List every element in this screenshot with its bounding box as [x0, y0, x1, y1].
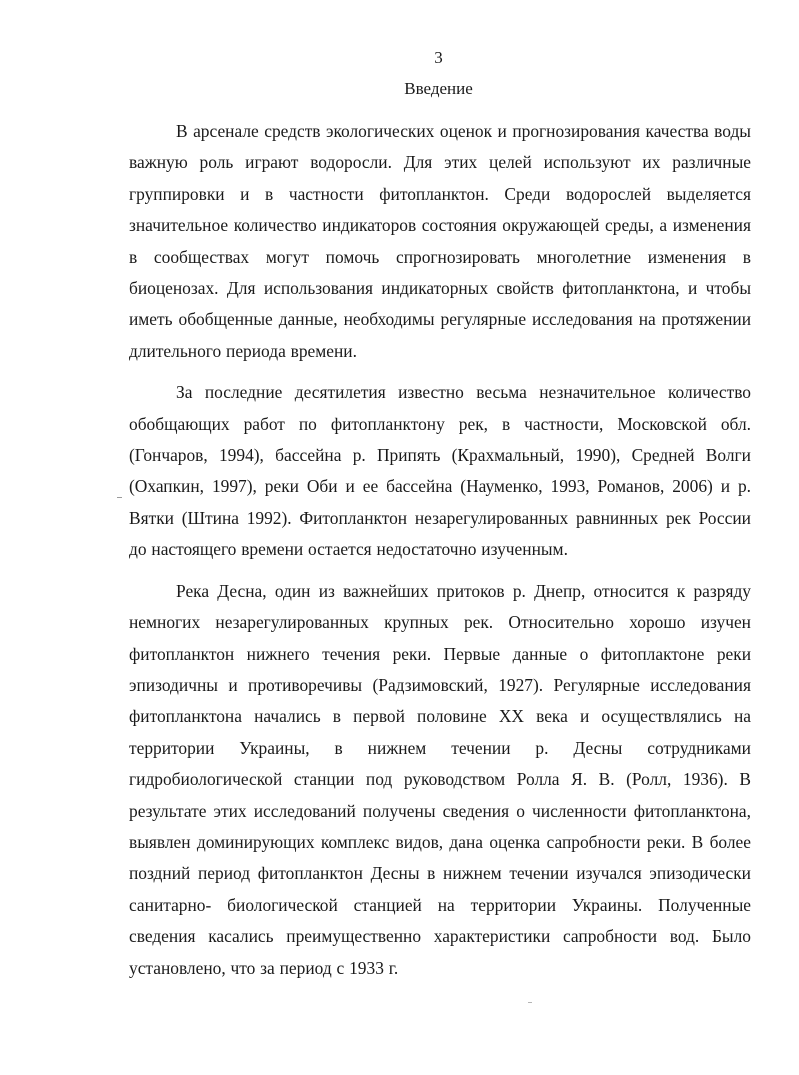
paragraph-3: Река Десна, один из важнейших притоков р. Днепр, относится к разряду немногих незарегулированных крупных рек. Относительно хорошо изучен фитопланктон нижнего течения реки. Первые данные о фитоплактоне реки эпизодичны и противоречивы (Радзимовский, 1927). Регулярные исследования фитопланктона начались в первой половине XX века и осуществлялись на территории Украины, в нижнем течении р. Десны сотрудниками гидробиологической станции под руководством Ролла Я. В. (Ролл, 1936). В результате этих исследований получены сведения о численности фитопланктона, выявлен доминирующих комплекс видов, дана оценка сапробности реки. В более поздний период фитопланктон Десны в нижнем течении изучался эпизодически санитарно- биологической станцией на территории Украины. Полученные сведения касались преимущественно характеристики сапробности вод. Было установлено, что за период с 1933 г. [129, 580, 751, 978]
paragraph-2: За последние десятилетия известно весьма незначительное количество обобщающих работ по фитопланктону рек, в частности, Московской обл. (Гончаров, 1994), бассейна р. Припять (Крахмальный, 1990), Средней Волги (Охапкин, 1997), реки Оби и ее бассейна (Науменко, 1993, Романов, 2006) и р. Вятки (Штина 1992). Фитопланктон незарегулированных равнинных рек России до настоящего времени остается недостаточно изученным. [129, 382, 751, 560]
scan-margin-mark [117, 497, 122, 498]
page-number: 3 [434, 48, 443, 67]
paragraph-1: В арсенале средств экологических оценок и прогнозирования качества воды важную роль играют водоросли. Для этих целей используют их различные группировки и в частности фитопланктон. Среди водорослей выделяется значительное количество индикаторов состояния окружающей среды, а изменения в сообществах могут помочь спрогнозировать многолетние изменения в биоценозах. Для использования индикаторных свойств фитопланктона, и чтобы иметь обобщенные данные, необходимы регулярные исследования на протяжении длительного периода времени. [129, 121, 751, 361]
scan-speck [528, 1002, 532, 1003]
body-text [129, 116, 751, 984]
section-title: Введение [404, 79, 473, 98]
